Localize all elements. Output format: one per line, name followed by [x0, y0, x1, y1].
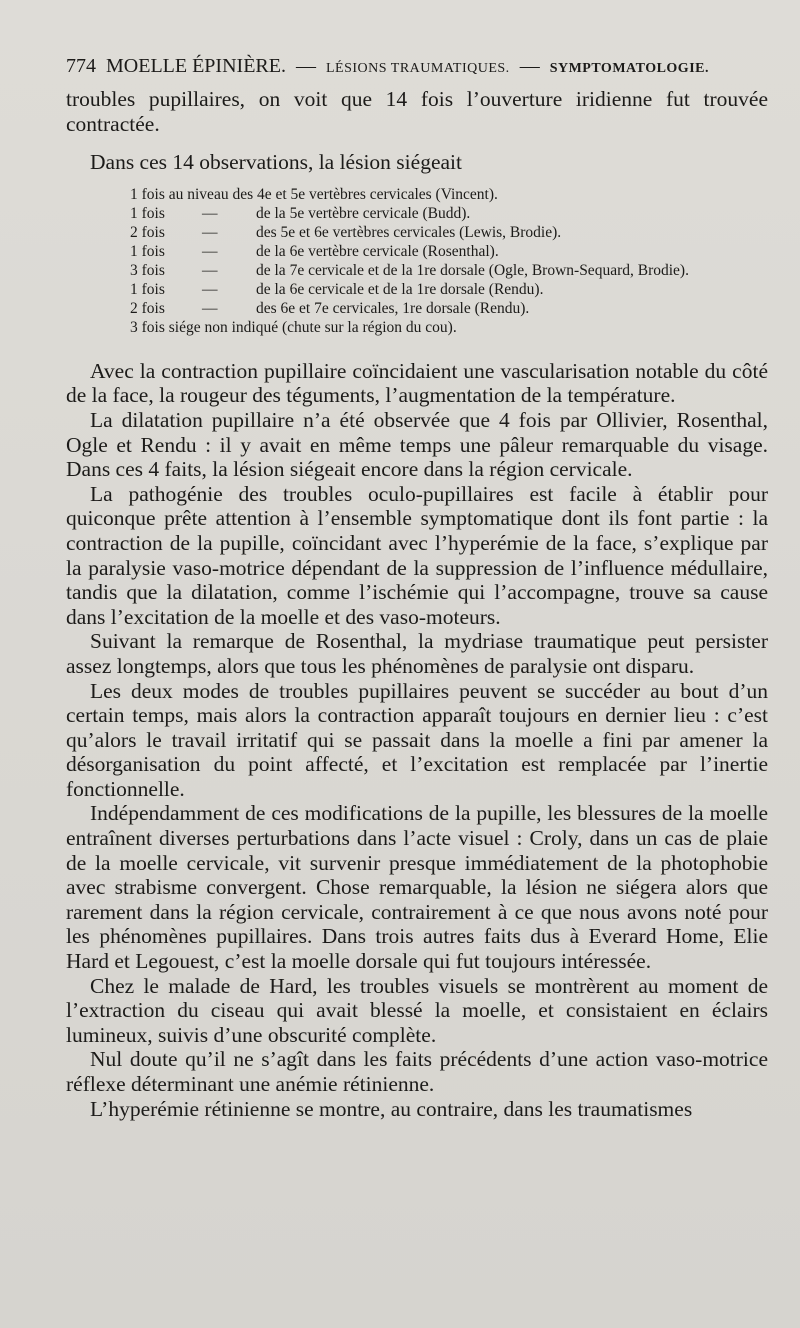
observation-dash: —: [202, 204, 218, 222]
observation-row: [130, 299, 768, 318]
running-header: [66, 52, 768, 83]
observation-row: [130, 242, 768, 261]
paragraph-malade-hard: Chez le malade de Hard, les troubles visuels se montrèrent au moment de l’extraction du ciseau qui avait blessé la moelle, et consistaient en éclairs lumineux, suivis d’une obscurité complète.: [66, 973, 768, 1047]
observations-list: [130, 185, 768, 337]
observation-dash: —: [202, 280, 218, 298]
observation-text: de la 6e vertèbre cervicale (Rosenthal).: [256, 242, 499, 260]
paragraph-perturbations-visuelles: Indépendamment de ces modifications de la pupille, les blessures de la moelle entraînent diverses perturbations dans l’acte visuel : Croly, dans un cas de plaie de la moelle cervicale, vit survenir presque immédiatement de la photophobie avec strabisme convergent. Chose remarquable, la lésion ne siégera alors que rarement dans la région cervicale, contrairement à ce que nous avons noté pour les phénomènes pupillaires. Dans trois autres faits dus à Everard Home, Elie Hard et Legouest, c’est la moelle dorsale qui fut toujours intéressée.: [66, 801, 768, 974]
paragraph-vascularisation: Avec la contraction pupillaire coïncidaient une vascularisation notable du côté de la face, la rougeur des téguments, l’augmentation de la température.: [66, 358, 768, 408]
header-subsection: SYMPTOMATOLOGIE.: [549, 61, 709, 76]
observation-row: [130, 261, 768, 280]
header-section: LÉSIONS TRAUMATIQUES.: [325, 61, 510, 76]
observation-count: 2 fois: [130, 223, 165, 241]
observation-text: de la 5e vertèbre cervicale (Budd).: [256, 204, 471, 222]
observation-count: 3 fois: [130, 261, 165, 279]
paragraph-nul-doute: Nul doute qu’il ne s’agît dans les faits précédents d’une action vaso-motrice réflexe déterminant une anémie rétinienne.: [66, 1047, 768, 1096]
observation-text: de la 6e cervicale et de la 1re dorsale (Rendu).: [256, 280, 544, 298]
observation-dash: —: [202, 223, 218, 241]
paragraph-deux-modes: Les deux modes de troubles pupillaires peuvent se succéder au bout d’un certain temps, mais alors la contraction apparaît toujours en dernier lieu : c’est qu’alors le travail irritatif qui se passait dans la moelle a fini par amener la désorganisation du point affecté, et l’excitation est remplacée par l’inertie fonctionnelle.: [66, 678, 768, 801]
observation-dash: —: [202, 261, 218, 279]
observation-dash: —: [202, 242, 218, 260]
observation-count: 3 fois siége non indiqué (chute sur la région du cou).: [130, 318, 457, 336]
paragraph-rosenthal: Suivant la remarque de Rosenthal, la mydriase traumatique peut persister assez longtemps, alors que tous les phénomènes de paralysie ont disparu.: [66, 629, 768, 678]
observation-count: 1 fois: [130, 242, 165, 260]
observation-count: 1 fois: [130, 280, 165, 298]
observation-dash: —: [202, 299, 218, 317]
observation-count: 1 fois au niveau des 4e et 5e vertèbres cervicales (Vincent).: [130, 185, 498, 203]
observation-count: 1 fois: [130, 204, 165, 222]
observation-count: 2 fois: [130, 299, 165, 317]
paragraph-pathogenie: La pathogénie des troubles oculo-pupillaires est facile à établir pour quiconque prête attention à l’ensemble symptomatique dont ils font partie : la contraction de la pupille, coïncidant avec l’hyperémie de la face, s’explique par la paralysie vaso-motrice dépendant de la suppression de l’influence médullaire, tandis que la dilatation, comme l’ischémie qui l’accompagne, trouve sa cause dans l’excitation de la moelle et des vaso-moteurs.: [66, 481, 768, 629]
intro-paragraph: troubles pupillaires, on voit que 14 fois l’ouverture iridienne fut trouvée contractée.: [66, 87, 768, 136]
header-separator: —: [295, 55, 316, 77]
paragraph-hyperemie: L’hyperémie rétinienne se montre, au contraire, dans les traumatismes: [90, 1096, 693, 1121]
observation-row: [130, 280, 768, 299]
header-title: MOELLE ÉPINIÈRE.: [106, 55, 286, 77]
observations-lead: Dans ces 14 observations, la lésion siégeait: [90, 150, 462, 175]
observation-row: [130, 204, 768, 223]
page-number: 774: [66, 55, 96, 77]
observation-row: [130, 318, 768, 337]
header-separator: —: [519, 55, 540, 77]
observation-row: [130, 185, 768, 204]
paragraph-dilatation: La dilatation pupillaire n’a été observée que 4 fois par Ollivier, Rosenthal, Ogle et Rendu : il y avait en même temps une pâleur remarquable du visage. Dans ces 4 faits, la lésion siégeait encore dans la région cervicale.: [66, 407, 768, 482]
observation-text: de la 7e cervicale et de la 1re dorsale (Ogle, Brown-Sequard, Brodie).: [256, 261, 689, 279]
observation-text: des 6e et 7e cervicales, 1re dorsale (Rendu).: [256, 299, 530, 317]
observation-row: [130, 223, 768, 242]
observation-text: des 5e et 6e vertèbres cervicales (Lewis, Brodie).: [256, 223, 562, 241]
